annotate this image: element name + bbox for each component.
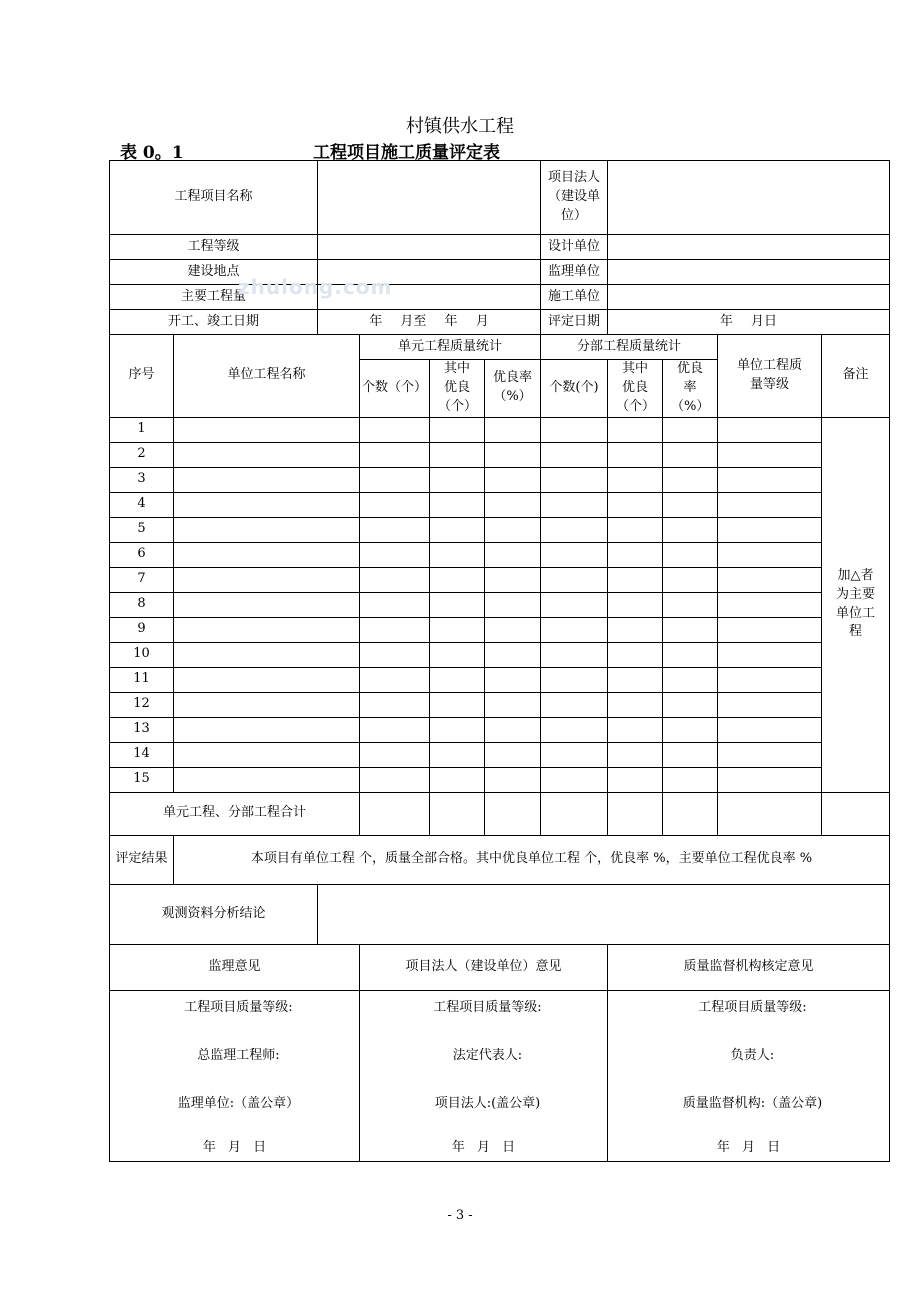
count-header: 个数（个）	[360, 360, 430, 418]
sub-stats-header: 分部工程质量统计	[541, 335, 718, 360]
count-cell[interactable]	[360, 542, 430, 567]
element-stats-header: 单元工程质量统计	[360, 335, 541, 360]
row-number: 2	[110, 442, 174, 467]
sub-excellent-cell[interactable]	[608, 492, 663, 517]
count-cell[interactable]	[360, 717, 430, 742]
table-row	[110, 642, 890, 667]
supervision-unit-value[interactable]	[608, 260, 890, 285]
sub-count-cell[interactable]	[541, 517, 608, 542]
sub-excellent-cell[interactable]	[608, 767, 663, 792]
sub-excellent-cell[interactable]	[608, 517, 663, 542]
supervision-unit-label: 监理单位	[541, 260, 608, 285]
sub-rate-cell[interactable]	[663, 742, 718, 767]
unit-name-cell[interactable]	[174, 442, 360, 467]
table-row	[110, 417, 890, 442]
rate-cell[interactable]	[485, 467, 541, 492]
count-cell[interactable]	[360, 742, 430, 767]
sub-excellent-cell[interactable]	[608, 592, 663, 617]
excellent-cell[interactable]	[430, 492, 485, 517]
construction-unit-value[interactable]	[608, 285, 890, 310]
table-row	[110, 567, 890, 592]
sub-excellent-cell[interactable]	[608, 417, 663, 442]
rate-cell[interactable]	[485, 742, 541, 767]
page-number: - 3 -	[447, 1208, 473, 1223]
row-number: 11	[110, 667, 174, 692]
grade-label: 工程等级	[110, 235, 318, 260]
unit-grade-cell[interactable]	[718, 692, 822, 717]
unit-grade-cell[interactable]	[718, 492, 822, 517]
sub-excellent-cell[interactable]	[608, 617, 663, 642]
design-unit-value[interactable]	[608, 235, 890, 260]
table-row	[110, 717, 890, 742]
row-number: 5	[110, 517, 174, 542]
sub-excellent-header: 其中优良（个）	[608, 360, 663, 418]
excellent-cell[interactable]	[430, 567, 485, 592]
supervision-opinion-title: 监理意见	[110, 944, 360, 990]
unit-name-cell[interactable]	[174, 517, 360, 542]
total-sub-count-cell[interactable]	[541, 792, 608, 835]
total-grade-cell[interactable]	[718, 792, 822, 835]
total-excellent-cell[interactable]	[430, 792, 485, 835]
excellent-cell[interactable]	[430, 742, 485, 767]
sub-rate-cell[interactable]	[663, 592, 718, 617]
excellent-cell[interactable]	[430, 667, 485, 692]
seq-header: 序号	[110, 335, 174, 418]
supervision-engineer: 总监理工程师:	[197, 1047, 280, 1063]
main-quantity-label: 主要工程量	[110, 285, 318, 310]
row-number: 3	[110, 467, 174, 492]
table-row	[110, 692, 890, 717]
rate-cell[interactable]	[485, 517, 541, 542]
dates-label: 开工、竣工日期	[110, 310, 318, 335]
form-title: 工程项目施工质量评定表	[313, 143, 500, 163]
unit-grade-cell[interactable]	[718, 467, 822, 492]
table-row	[110, 517, 890, 542]
row-number: 4	[110, 492, 174, 517]
quality-opinion-block	[608, 990, 890, 1161]
sub-rate-cell[interactable]	[663, 642, 718, 667]
quality-stamp: 质量监督机构:（盖公章)	[682, 1095, 823, 1111]
unit-name-cell[interactable]	[174, 592, 360, 617]
form-header	[120, 138, 840, 163]
row-number: 7	[110, 567, 174, 592]
table-row	[110, 542, 890, 567]
unit-grade-cell[interactable]	[718, 442, 822, 467]
unit-grade-cell[interactable]	[718, 642, 822, 667]
excellent-cell[interactable]	[430, 692, 485, 717]
sub-count-cell[interactable]	[541, 767, 608, 792]
sub-count-cell[interactable]	[541, 592, 608, 617]
watermark: zhulong.com	[238, 275, 393, 299]
unit-grade-cell[interactable]	[718, 742, 822, 767]
sub-count-cell[interactable]	[541, 467, 608, 492]
total-rate-cell[interactable]	[485, 792, 541, 835]
design-unit-label: 设计单位	[541, 235, 608, 260]
sub-excellent-cell[interactable]	[608, 442, 663, 467]
sub-excellent-cell[interactable]	[608, 642, 663, 667]
table-row	[110, 592, 890, 617]
count-cell[interactable]	[360, 692, 430, 717]
unit-name-cell[interactable]	[174, 667, 360, 692]
sub-rate-header: 优良率（%）	[663, 360, 718, 418]
total-sub-rate-cell[interactable]	[663, 792, 718, 835]
sub-count-header: 个数(个)	[541, 360, 608, 418]
excellent-cell[interactable]	[430, 717, 485, 742]
count-cell[interactable]	[360, 517, 430, 542]
rate-cell[interactable]	[485, 442, 541, 467]
eval-date-value[interactable]: 年 月日	[608, 310, 890, 335]
rate-cell[interactable]	[485, 492, 541, 517]
legal-person-value[interactable]	[608, 161, 890, 235]
excellent-cell[interactable]	[430, 617, 485, 642]
legal-grade: 工程项目质量等级:	[433, 999, 542, 1015]
unit-name-cell[interactable]	[174, 467, 360, 492]
sub-excellent-cell[interactable]	[608, 667, 663, 692]
sub-count-cell[interactable]	[541, 617, 608, 642]
remark-cell: 加△者为主要单位工程	[822, 417, 890, 792]
count-cell[interactable]	[360, 442, 430, 467]
unit-grade-cell[interactable]	[718, 567, 822, 592]
sub-count-cell[interactable]	[541, 667, 608, 692]
sub-count-cell[interactable]	[541, 642, 608, 667]
construction-unit-label: 施工单位	[541, 285, 608, 310]
remark-header: 备注	[822, 335, 890, 418]
rate-cell[interactable]	[485, 417, 541, 442]
excellent-cell[interactable]	[430, 642, 485, 667]
quality-opinion-title: 质量监督机构核定意见	[608, 944, 890, 990]
sub-rate-cell[interactable]	[663, 617, 718, 642]
legal-date: 年 月 日	[451, 1139, 516, 1155]
sub-rate-cell[interactable]	[663, 442, 718, 467]
sub-rate-cell[interactable]	[663, 717, 718, 742]
table-row	[110, 492, 890, 517]
sub-rate-cell[interactable]	[663, 542, 718, 567]
sub-excellent-cell[interactable]	[608, 567, 663, 592]
unit-name-cell[interactable]	[174, 767, 360, 792]
sub-count-cell[interactable]	[541, 542, 608, 567]
legal-representative: 法定代表人:	[452, 1047, 523, 1063]
excellent-cell[interactable]	[430, 442, 485, 467]
unit-grade-cell[interactable]	[718, 517, 822, 542]
rate-cell[interactable]	[485, 642, 541, 667]
project-name-value[interactable]	[318, 161, 541, 235]
table-row	[110, 442, 890, 467]
unit-name-cell[interactable]	[174, 567, 360, 592]
sub-count-cell[interactable]	[541, 717, 608, 742]
total-label: 单元工程、分部工程合计	[110, 792, 360, 835]
legal-stamp: 项目法人:(盖公章)	[434, 1095, 541, 1111]
count-cell[interactable]	[360, 417, 430, 442]
total-remark-cell[interactable]	[822, 792, 890, 835]
quality-grade: 工程项目质量等级:	[698, 999, 807, 1015]
rate-cell[interactable]	[485, 692, 541, 717]
row-number: 10	[110, 642, 174, 667]
form-code: 表 0。1	[120, 143, 184, 163]
sub-rate-cell[interactable]	[663, 517, 718, 542]
excellent-header: 其中优良（个）	[430, 360, 485, 418]
row-number: 13	[110, 717, 174, 742]
supervision-date: 年 月 日	[202, 1139, 267, 1155]
table-row	[110, 467, 890, 492]
result-text: 本项目有单位工程 个，质量全部合格。其中优良单位工程 个，优良率 %，主要单位工程优良率 %	[174, 835, 890, 884]
count-cell[interactable]	[360, 567, 430, 592]
sub-count-cell[interactable]	[541, 492, 608, 517]
observation-value[interactable]	[318, 884, 890, 944]
unit-name-cell[interactable]	[174, 417, 360, 442]
quality-date: 年 月 日	[716, 1139, 781, 1155]
rate-cell[interactable]	[485, 717, 541, 742]
count-cell[interactable]	[360, 767, 430, 792]
unit-name-header: 单位工程名称	[174, 335, 360, 418]
sub-excellent-cell[interactable]	[608, 717, 663, 742]
supervision-grade: 工程项目质量等级:	[184, 999, 293, 1015]
quality-responsible: 负责人:	[730, 1047, 775, 1063]
legal-opinion-block	[360, 990, 608, 1161]
supervision-opinion-block	[110, 990, 360, 1161]
observation-label: 观测资料分析结论	[110, 884, 318, 944]
count-cell[interactable]	[360, 592, 430, 617]
rate-cell[interactable]	[485, 667, 541, 692]
sub-count-cell[interactable]	[541, 692, 608, 717]
excellent-cell[interactable]	[430, 767, 485, 792]
total-count-cell[interactable]	[360, 792, 430, 835]
unit-grade-cell[interactable]	[718, 542, 822, 567]
unit-grade-cell[interactable]	[718, 767, 822, 792]
rate-cell[interactable]	[485, 542, 541, 567]
unit-grade-cell[interactable]	[718, 717, 822, 742]
excellent-cell[interactable]	[430, 592, 485, 617]
sub-rate-cell[interactable]	[663, 667, 718, 692]
unit-grade-cell[interactable]	[718, 417, 822, 442]
count-cell[interactable]	[360, 642, 430, 667]
sub-rate-cell[interactable]	[663, 417, 718, 442]
row-number: 12	[110, 692, 174, 717]
count-cell[interactable]	[360, 617, 430, 642]
total-sub-excellent-cell[interactable]	[608, 792, 663, 835]
row-number: 9	[110, 617, 174, 642]
legal-opinion-title: 项目法人（建设单位）意见	[360, 944, 608, 990]
doc-title: 村镇供水工程	[406, 116, 514, 137]
supervision-stamp: 监理单位:（盖公章）	[177, 1095, 300, 1111]
row-number: 6	[110, 542, 174, 567]
rate-cell[interactable]	[485, 567, 541, 592]
unit-name-cell[interactable]	[174, 717, 360, 742]
sub-rate-cell[interactable]	[663, 567, 718, 592]
count-cell[interactable]	[360, 492, 430, 517]
unit-grade-cell[interactable]	[718, 617, 822, 642]
sub-excellent-cell[interactable]	[608, 742, 663, 767]
sub-excellent-cell[interactable]	[608, 542, 663, 567]
unit-name-cell[interactable]	[174, 642, 360, 667]
row-number: 1	[110, 417, 174, 442]
row-number: 14	[110, 742, 174, 767]
sub-excellent-cell[interactable]	[608, 692, 663, 717]
quality-evaluation-table	[109, 160, 890, 1162]
grade-value[interactable]	[318, 235, 541, 260]
sub-rate-cell[interactable]	[663, 467, 718, 492]
excellent-cell[interactable]	[430, 467, 485, 492]
rate-cell[interactable]	[485, 767, 541, 792]
rate-cell[interactable]	[485, 617, 541, 642]
row-number: 8	[110, 592, 174, 617]
sub-rate-cell[interactable]	[663, 492, 718, 517]
total-row	[110, 792, 890, 835]
excellent-cell[interactable]	[430, 417, 485, 442]
rate-cell[interactable]	[485, 592, 541, 617]
table-row	[110, 667, 890, 692]
unit-name-cell[interactable]	[174, 742, 360, 767]
count-cell[interactable]	[360, 467, 430, 492]
unit-name-cell[interactable]	[174, 542, 360, 567]
unit-name-cell[interactable]	[174, 617, 360, 642]
table-row	[110, 617, 890, 642]
project-name-label: 工程项目名称	[110, 161, 318, 235]
sub-excellent-cell[interactable]	[608, 467, 663, 492]
sub-count-cell[interactable]	[541, 567, 608, 592]
eval-date-label: 评定日期	[541, 310, 608, 335]
unit-grade-cell[interactable]	[718, 667, 822, 692]
rate-header: 优良率（%）	[485, 360, 541, 418]
table-row	[110, 742, 890, 767]
table-row	[110, 767, 890, 792]
result-label: 评定结果	[110, 835, 174, 884]
excellent-cell[interactable]	[430, 542, 485, 567]
sub-count-cell[interactable]	[541, 742, 608, 767]
row-number: 15	[110, 767, 174, 792]
unit-grade-cell[interactable]	[718, 592, 822, 617]
unit-name-cell[interactable]	[174, 692, 360, 717]
sub-count-cell[interactable]	[541, 442, 608, 467]
sub-count-cell[interactable]	[541, 417, 608, 442]
dates-value[interactable]: 年 月至 年 月	[318, 310, 541, 335]
location-label: 建设地点	[110, 260, 318, 285]
count-cell[interactable]	[360, 667, 430, 692]
excellent-cell[interactable]	[430, 517, 485, 542]
sub-rate-cell[interactable]	[663, 767, 718, 792]
unit-name-cell[interactable]	[174, 492, 360, 517]
sub-rate-cell[interactable]	[663, 692, 718, 717]
unit-grade-header: 单位工程质量等级	[718, 335, 822, 418]
legal-person-label: 项目法人（建设单位）	[541, 161, 608, 235]
